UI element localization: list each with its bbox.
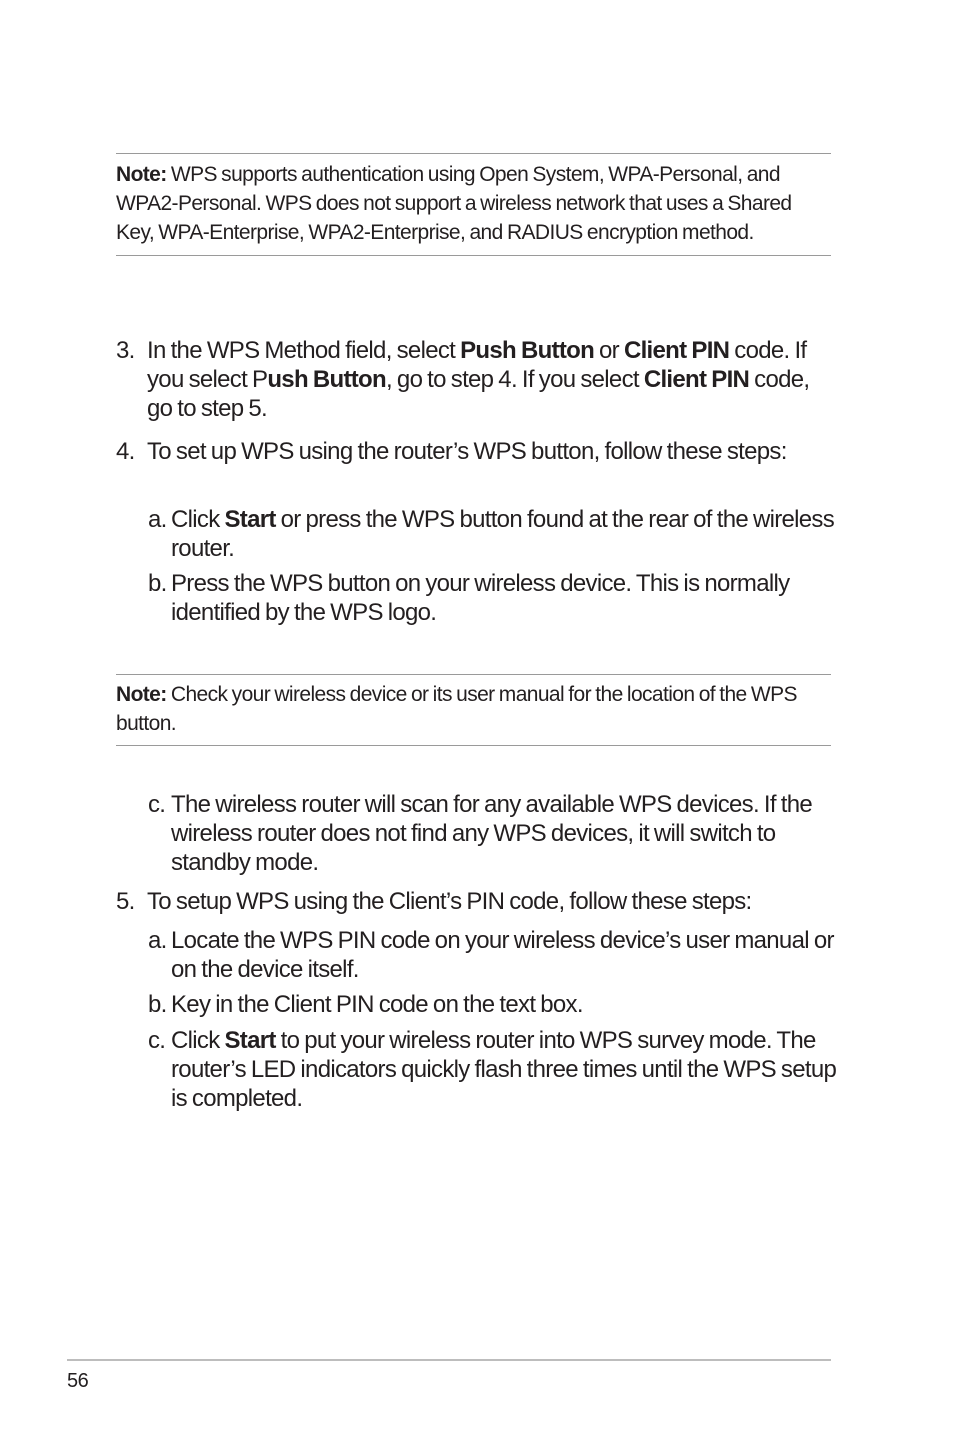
substep-letter: a. — [148, 927, 167, 954]
step-text: To setup WPS using the Client’s PIN code, follow these steps: — [147, 888, 752, 915]
step-4c — [148, 790, 838, 877]
step-text: In the WPS Method field, select Push Button or Client PIN code. If you select Push Button, go to step 4. If you select Client PIN code, go to step 5. — [147, 337, 810, 422]
substep-text: Click Start to put your wireless router into WPS survey mode. The router’s LED indicators quickly flash three times until the WPS setup is completed. — [171, 1027, 837, 1112]
substep-letter: c. — [148, 1027, 166, 1054]
footer-divider — [67, 1359, 831, 1361]
substep-text: Press the WPS button on your wireless device. This is normally identified by the WPS logo. — [171, 570, 790, 626]
substep-letter: b. — [148, 991, 167, 1018]
note-text: Note: Check your wireless device or its user manual for the location of the WPS button. — [116, 683, 797, 735]
substep-text: The wireless router will scan for any available WPS devices. If the wireless router does not find any WPS devices, it will switch to standby mode. — [171, 791, 813, 876]
note-box-wps-button — [116, 674, 831, 746]
step-3 — [116, 336, 831, 423]
step-number: 3. — [116, 337, 135, 364]
step-number: 5. — [116, 888, 135, 915]
substep-text: Key in the Client PIN code on the text box. — [171, 991, 583, 1018]
note-box-wps-auth — [116, 153, 831, 256]
step-5c — [148, 1026, 838, 1113]
step-5a — [148, 926, 838, 984]
step-4 — [116, 437, 831, 466]
step-text: To set up WPS using the router’s WPS button, follow these steps: — [147, 438, 787, 465]
substep-letter: b. — [148, 570, 167, 597]
substep-letter: a. — [148, 506, 167, 533]
note-label: Note: — [116, 163, 167, 186]
substep-letter: c. — [148, 791, 166, 818]
page-number: 56 — [67, 1370, 89, 1392]
step-4a — [148, 505, 838, 563]
note-text: Note: WPS supports authentication using Open System, WPA-Personal, and WPA2-Personal. WPS does not support a wireless network that uses a Shared Key, WPA-Enterprise, WPA2-Enterprise, and RADIUS encryption method. — [116, 163, 792, 244]
step-number: 4. — [116, 438, 135, 465]
substep-text: Click Start or press the WPS button found at the rear of the wireless router. — [171, 506, 835, 562]
step-5b — [148, 990, 838, 1019]
step-5 — [116, 887, 831, 916]
substep-text: Locate the WPS PIN code on your wireless device’s user manual or on the device itself. — [171, 927, 834, 983]
step-4b — [148, 569, 838, 627]
note-label: Note: — [116, 683, 167, 706]
